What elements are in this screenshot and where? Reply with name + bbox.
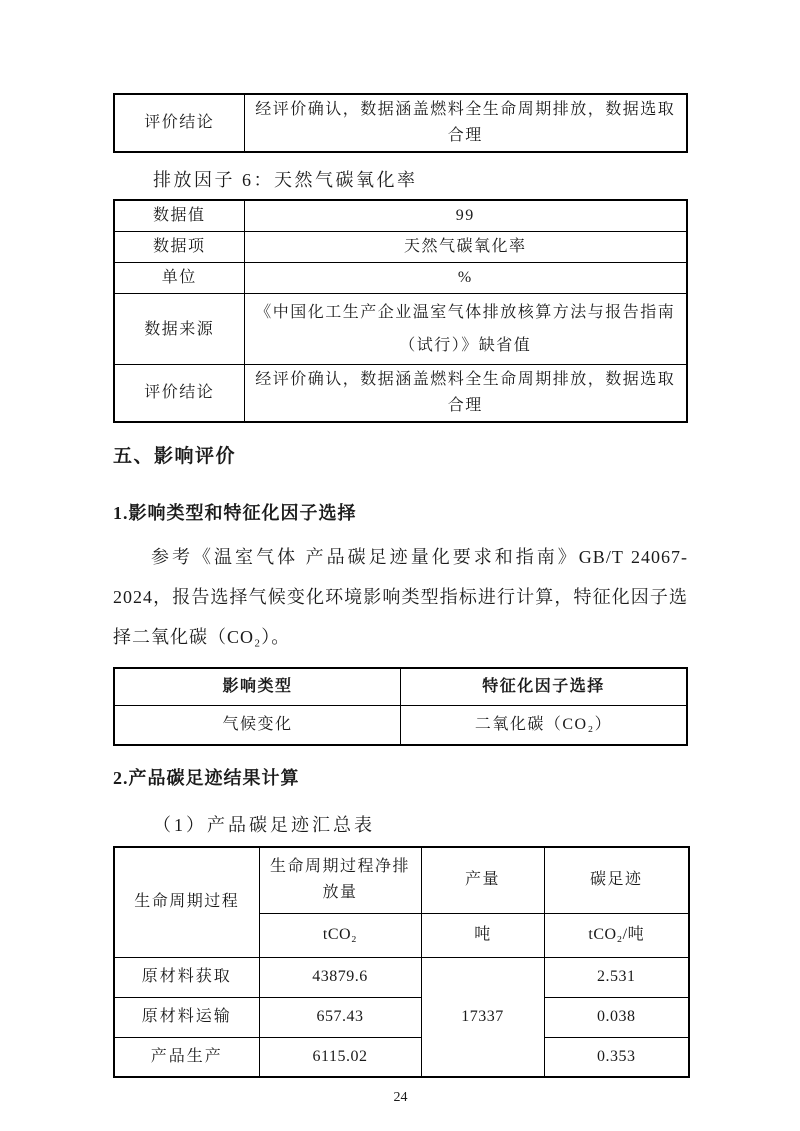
net-emission-cell: 657.43 <box>259 997 421 1037</box>
column-header-net-emission: 生命周期过程净排放量 <box>259 847 421 913</box>
subsection-1-heading: 1.影响类型和特征化因子选择 <box>113 503 357 523</box>
footprint-cell: 0.038 <box>544 997 689 1037</box>
impact-type-cell: 气候变化 <box>114 705 401 745</box>
row-label: 数据值 <box>114 200 244 232</box>
column-header-process: 生命周期过程 <box>114 847 259 957</box>
table-row <box>114 1037 689 1077</box>
process-cell: 原材料获取 <box>114 957 259 997</box>
production-cell: 17337 <box>421 957 544 1077</box>
table-row <box>114 957 689 997</box>
table-header-row <box>114 668 687 705</box>
table-header-row <box>114 847 689 913</box>
row-value: 天然气碳氧化率 <box>244 232 687 263</box>
column-header-production: 产量 <box>421 847 544 913</box>
row-value: 《中国化工生产企业温室气体排放核算方法与报告指南（试行）》缺省值 <box>244 294 687 365</box>
row-value: 99 <box>244 200 687 232</box>
subsection-2-heading: 2.产品碳足迹结果计算 <box>113 768 300 788</box>
net-emission-cell: 6115.02 <box>259 1037 421 1077</box>
table-row <box>114 263 687 294</box>
column-header: 特征化因子选择 <box>401 668 688 705</box>
row-label: 评价结论 <box>114 94 244 152</box>
unit-footprint: tCO₂/吨 <box>544 913 689 957</box>
page-number: 24 <box>393 1090 408 1105</box>
unit-net-emission: tCO₂ <box>259 913 421 957</box>
impact-type-table <box>113 667 688 746</box>
column-header-footprint: 碳足迹 <box>544 847 689 913</box>
row-value: 经评价确认，数据涵盖燃料全生命周期排放，数据选取合理 <box>244 94 687 152</box>
summary-table-caption: （1）产品碳足迹汇总表 <box>153 815 375 835</box>
emission-factor-6-table <box>113 199 688 423</box>
table-row <box>114 200 687 232</box>
row-label: 数据来源 <box>114 294 244 365</box>
row-value: 经评价确认，数据涵盖燃料全生命周期排放，数据选取合理 <box>244 365 687 423</box>
row-label: 数据项 <box>114 232 244 263</box>
footprint-cell: 2.531 <box>544 957 689 997</box>
table-row <box>114 997 689 1037</box>
table-row <box>114 94 687 152</box>
row-value: % <box>244 263 687 294</box>
row-label: 单位 <box>114 263 244 294</box>
section-5-heading: 五、影响评价 <box>113 446 237 467</box>
process-cell: 产品生产 <box>114 1037 259 1077</box>
table-row <box>114 232 687 263</box>
characterization-factor-cell: 二氧化碳（CO₂） <box>401 705 688 745</box>
row-label: 评价结论 <box>114 365 244 423</box>
column-header: 影响类型 <box>114 668 401 705</box>
evaluation-conclusion-table <box>113 93 688 153</box>
table-row <box>114 365 687 423</box>
unit-production: 吨 <box>421 913 544 957</box>
net-emission-cell: 43879.6 <box>259 957 421 997</box>
table-row <box>114 705 687 745</box>
carbon-footprint-summary-table <box>113 846 690 1078</box>
impact-paragraph: 参考《温室气体 产品碳足迹量化要求和指南》GB/T 24067-2024，报告选择气候变化环境影响类型指标进行计算，特征化因子选择二氧化碳（CO₂）。 <box>113 547 688 647</box>
emission-factor-6-heading: 排放因子 6：天然气碳氧化率 <box>153 170 418 190</box>
footprint-cell: 0.353 <box>544 1037 689 1077</box>
process-cell: 原材料运输 <box>114 997 259 1037</box>
table-row <box>114 294 687 365</box>
